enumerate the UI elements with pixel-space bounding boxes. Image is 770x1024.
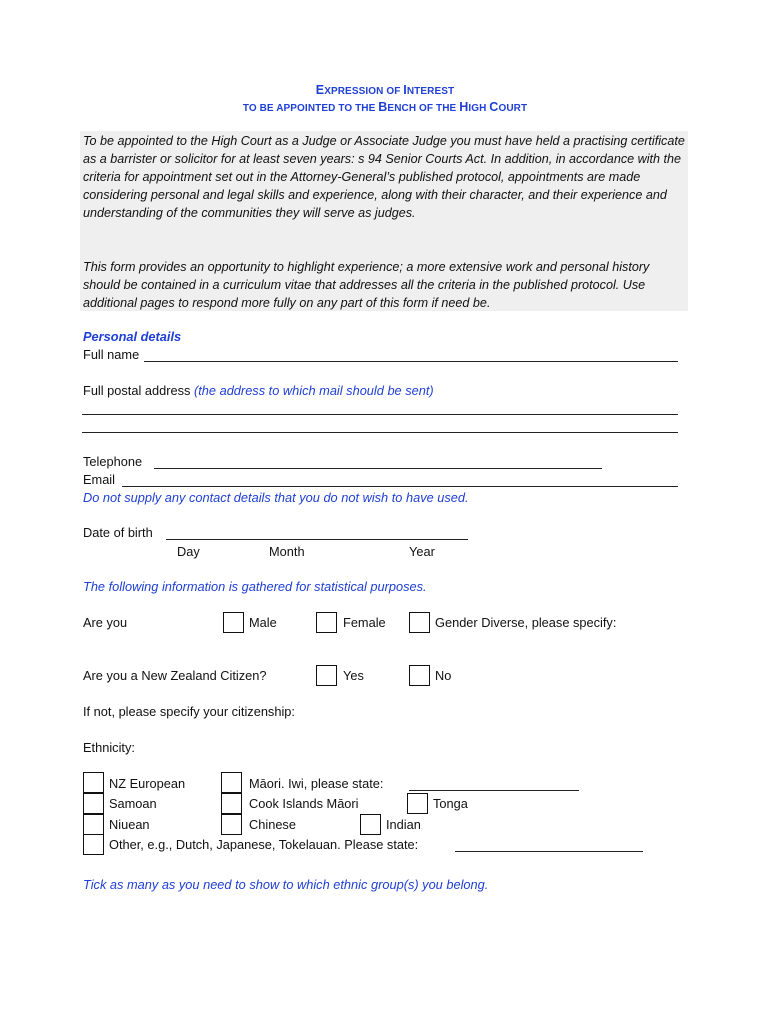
postal-address-line-1[interactable]	[82, 414, 678, 415]
form-subtitle: TO BE APPOINTED TO THE BENCH OF THE HIGH COURT	[242, 100, 528, 114]
gender-female-label: Female	[343, 615, 386, 630]
citizen-question: Are you a New Zealand Citizen?	[83, 668, 267, 683]
eth-other-label: Other, e.g., Dutch, Japanese, Tokelauan. Please state:	[109, 837, 419, 852]
dob-day-label: Day	[177, 544, 200, 559]
telephone-field[interactable]	[154, 468, 602, 469]
eth-chinese-label: Chinese	[249, 817, 296, 832]
form-title: EXPRESSION OF INTEREST	[315, 83, 455, 97]
eth-cook-islands-checkbox[interactable]	[221, 793, 242, 814]
eth-indian-checkbox[interactable]	[360, 814, 381, 835]
eth-tonga-checkbox[interactable]	[407, 793, 428, 814]
email-field[interactable]	[122, 486, 678, 487]
eth-indian-label: Indian	[386, 817, 421, 832]
iwi-field[interactable]	[409, 790, 579, 791]
citizen-yes-checkbox[interactable]	[316, 665, 337, 686]
citizenship-prompt: If not, please specify your citizenship:	[83, 704, 295, 719]
citizen-no-checkbox[interactable]	[409, 665, 430, 686]
dob-year-label: Year	[409, 544, 435, 559]
gender-male-label: Male	[249, 615, 277, 630]
date-of-birth-label: Date of birth	[83, 525, 153, 540]
eth-nz-european-label: NZ European	[109, 776, 186, 791]
eth-samoan-label: Samoan	[109, 796, 157, 811]
gender-diverse-label: Gender Diverse, please specify:	[435, 615, 617, 630]
eth-maori-checkbox[interactable]	[221, 772, 242, 793]
intro-paragraph-2: This form provides an opportunity to highlight experience; a more extensive work and personal history should be contained in a curriculum vitae that addresses all the criteria in the published protocol. Use additional pages to respond more fully on any part of this form if need be.	[83, 260, 650, 310]
citizen-no-label: No	[435, 668, 452, 683]
ethnicity-note: Tick as many as you need to show to which ethnic group(s) you belong.	[83, 877, 489, 892]
citizen-yes-label: Yes	[343, 668, 364, 683]
eth-tonga-label: Tonga	[433, 796, 468, 811]
gender-question: Are you	[83, 615, 128, 630]
postal-address-line-2[interactable]	[82, 432, 678, 433]
intro-block	[80, 131, 688, 311]
eth-niuean-label: Niuean	[109, 817, 150, 832]
telephone-label: Telephone	[83, 454, 143, 469]
date-of-birth-field[interactable]	[166, 539, 468, 540]
full-name-label: Full name	[83, 347, 140, 362]
eth-other-checkbox[interactable]	[83, 834, 104, 855]
gender-diverse-checkbox[interactable]	[409, 612, 430, 633]
eth-cook-islands-label: Cook Islands Māori	[249, 796, 359, 811]
personal-details-heading: Personal details	[83, 329, 182, 344]
email-label: Email	[83, 472, 115, 487]
eth-chinese-checkbox[interactable]	[221, 814, 242, 835]
eth-maori-label: Māori. Iwi, please state:	[249, 776, 384, 791]
eth-nz-european-checkbox[interactable]	[83, 772, 104, 793]
eth-samoan-checkbox[interactable]	[83, 793, 104, 814]
gender-male-checkbox[interactable]	[223, 612, 244, 633]
intro-paragraph-1: To be appointed to the High Court as a Judge or Associate Judge you must have held a practising certificate as a barrister or solicitor for at least seven years: s 94 Senior Courts Act. In addition, in accordance with the criteria for appointment set out in the Attorney-General’s published protocol, appointments are made considering personal and legal skills and experience, along with their character, and their experience and understanding of the communities they will serve as judges.	[83, 134, 685, 220]
full-name-field[interactable]	[144, 361, 678, 362]
contact-note: Do not supply any contact details that you do not wish to have used.	[83, 490, 469, 505]
gender-female-checkbox[interactable]	[316, 612, 337, 633]
dob-month-label: Month	[269, 544, 305, 559]
eth-other-field[interactable]	[455, 851, 643, 852]
ethnicity-label: Ethnicity:	[83, 740, 135, 755]
eth-niuean-checkbox[interactable]	[83, 814, 104, 835]
statistics-note: The following information is gathered for statistical purposes.	[83, 579, 427, 594]
postal-address-label: Full postal address (the address to which mail should be sent)	[83, 383, 434, 398]
